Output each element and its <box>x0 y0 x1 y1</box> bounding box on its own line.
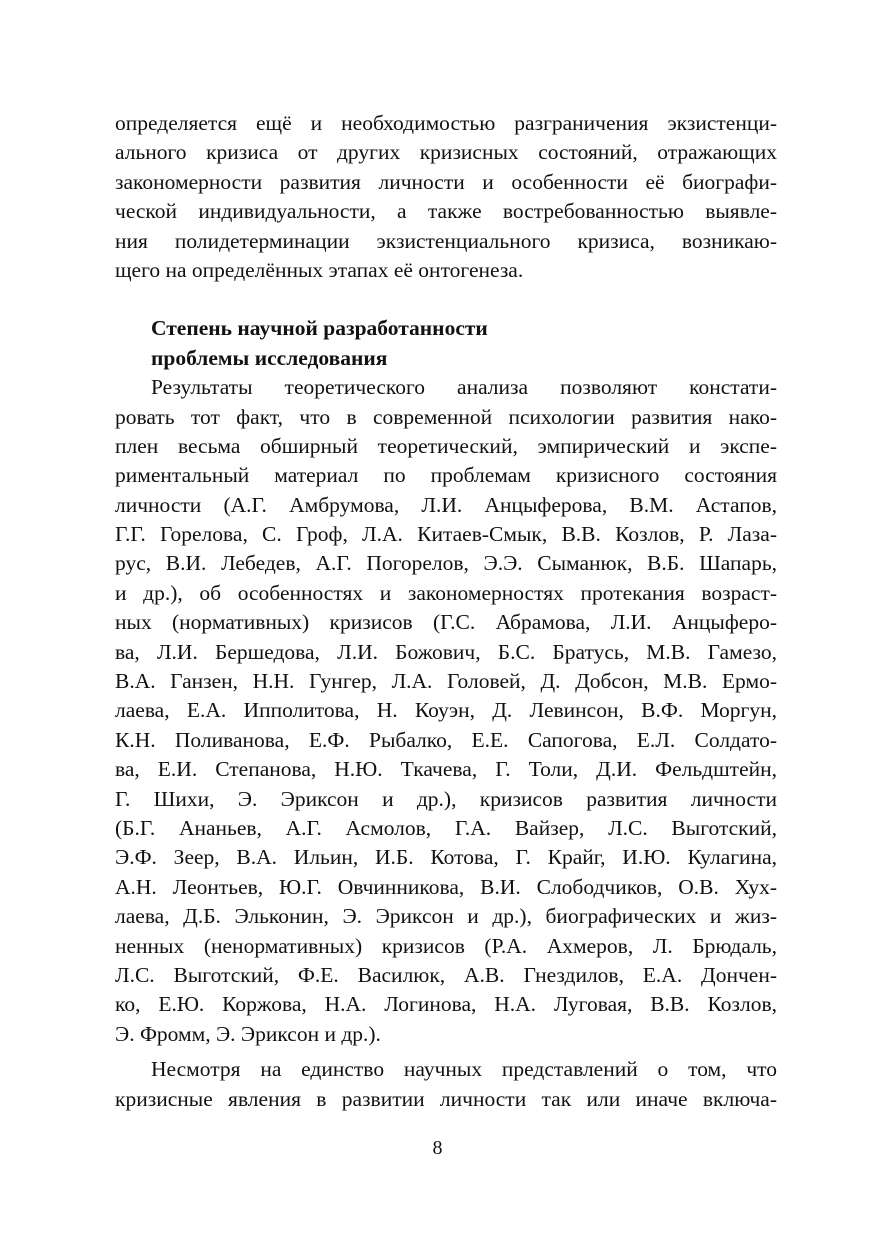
paragraph-intro <box>115 109 777 285</box>
text-line: и др.), об особенностях и закономерностях протекания возраст- <box>115 580 777 605</box>
heading-line: проблемы исследования <box>151 345 388 370</box>
paragraph-research-status <box>115 373 777 1049</box>
text-line: ненных (ненормативных) кризисов (Р.А. Ахмеров, Л. Брюдаль, <box>115 933 777 958</box>
text-line: Л.С. Выготский, Ф.Е. Василюк, А.В. Гнездилов, Е.А. Дончен- <box>115 962 777 987</box>
text-line: ва, Л.И. Бершедова, Л.И. Божович, Б.С. Братусь, М.В. Гамезо, <box>115 639 777 664</box>
text-line: ных (нормативных) кризисов (Г.С. Абрамова, Л.И. Анцыферо- <box>115 610 777 635</box>
text-line: определяется ещё и необходимостью разграничения экзистенци- <box>115 111 777 135</box>
text-line: ко, Е.Ю. Коржова, Н.А. Логинова, Н.А. Луговая, В.В. Козлов, <box>115 992 777 1017</box>
text-line: личности (А.Г. Амбрумова, Л.И. Анцыферова, В.М. Астапов, <box>115 492 777 517</box>
text-line: ния полидетерминации экзистенциального кризиса, возникаю- <box>115 228 777 253</box>
text-line: Э.Ф. Зеер, В.А. Ильин, И.Б. Котова, Г. Крайг, И.Ю. Кулагина, <box>115 845 777 870</box>
paragraph-continued <box>115 1055 777 1114</box>
text-line: закономерности развития личности и особенности её биографи- <box>115 169 777 194</box>
text-line: рус, В.И. Лебедев, А.Г. Погорелов, Э.Э. Сыманюк, В.Б. Шапарь, <box>115 551 777 576</box>
text-line: В.А. Ганзен, Н.Н. Гунгер, Л.А. Головей, Д. Добсон, М.В. Ермо- <box>115 669 777 694</box>
text-line: Несмотря на единство научных представлений о том, что <box>151 1057 777 1082</box>
text-line: ва, Е.И. Степанова, Н.Ю. Ткачева, Г. Толи, Д.И. Фельдштейн, <box>115 757 777 782</box>
text-line: Г.Г. Горелова, С. Гроф, Л.А. Китаев-Смык, В.В. Козлов, Р. Лаза- <box>115 522 777 547</box>
text-line: Г. Шихи, Э. Эриксон и др.), кризисов развития личности <box>115 786 777 811</box>
text-line: Э. Фромм, Э. Эриксон и др.). <box>115 1021 381 1046</box>
text-line: ческой индивидуальности, а также востребованностью выявле- <box>115 199 777 224</box>
text-line: (Б.Г. Ананьев, А.Г. Асмолов, Г.А. Вайзер, Л.С. Выготский, <box>115 815 777 840</box>
text-line: ровать тот факт, что в современной психологии развития нако- <box>115 404 777 429</box>
text-line: ального кризиса от других кризисных состояний, отражающих <box>115 140 777 165</box>
text-line: риментальный материал по проблемам кризисного состояния <box>115 463 777 488</box>
heading-line: Степень научной разработанности <box>151 316 488 341</box>
page-number: 8 <box>432 1137 443 1159</box>
page-body <box>115 109 777 1114</box>
text-line: лаева, Д.Б. Эльконин, Э. Эриксон и др.), биографических и жиз- <box>115 904 777 929</box>
text-line: А.Н. Леонтьев, Ю.Г. Овчинникова, В.И. Слободчиков, О.В. Хух- <box>115 874 777 899</box>
text-line: кризисные явления в развитии личности так или иначе включа- <box>115 1086 777 1111</box>
text-line: К.Н. Поливанова, Е.Ф. Рыбалко, Е.Е. Сапогова, Е.Л. Солдато- <box>115 727 777 752</box>
section-heading <box>115 314 777 373</box>
text-line: плен весьма обширный теоретический, эмпирический и экспе- <box>115 433 777 458</box>
text-line: щего на определённых этапах её онтогенеза. <box>115 257 524 282</box>
text-line: лаева, Е.А. Ипполитова, Н. Коуэн, Д. Левинсон, В.Ф. Моргун, <box>115 698 777 723</box>
text-line: Результаты теоретического анализа позволяют констати- <box>151 375 777 400</box>
